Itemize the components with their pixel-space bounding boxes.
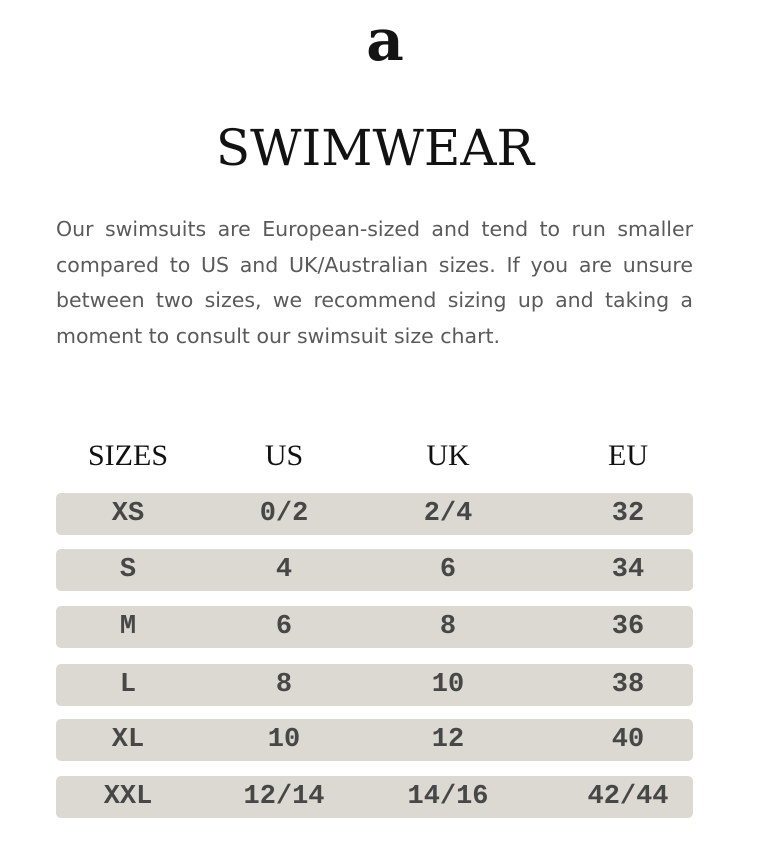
- intro-paragraph: Our swimsuits are European-sized and tend to run smaller compared to US and UK/Australian sizes. If you are unsure between two sizes, we recommend sizing up and taking a moment to consult our swimsuit size chart.: [56, 217, 693, 348]
- eu-cell: 42/44: [587, 782, 669, 812]
- uk-cell: 10: [431, 670, 465, 700]
- table-row: [56, 549, 693, 591]
- header-eu: EU: [608, 439, 648, 472]
- size-cell: XL: [111, 725, 145, 755]
- eu-cell: 40: [611, 725, 645, 755]
- eu-cell: 32: [611, 499, 645, 529]
- us-cell: 6: [275, 612, 293, 642]
- table-row: [56, 664, 693, 706]
- uk-cell: 8: [439, 612, 457, 642]
- header-uk: UK: [426, 439, 470, 472]
- header-us: US: [264, 439, 304, 472]
- size-cell: S: [119, 555, 137, 585]
- size-cell: L: [119, 670, 137, 700]
- size-chart-table: [56, 436, 693, 812]
- size-cell: M: [119, 612, 137, 642]
- size-cell: XXL: [103, 782, 153, 812]
- table-row: [56, 719, 693, 761]
- eu-cell: 36: [611, 612, 645, 642]
- uk-cell: 14/16: [407, 782, 489, 812]
- table-row: [56, 493, 693, 535]
- eu-cell: 38: [611, 670, 645, 700]
- header-sizes: SIZES: [87, 439, 169, 472]
- eu-cell: 34: [611, 555, 645, 585]
- table-row: [56, 606, 693, 648]
- uk-cell: 12: [431, 725, 465, 755]
- us-cell: 10: [267, 725, 301, 755]
- size-cell: XS: [111, 499, 145, 529]
- us-cell: 12/14: [243, 782, 325, 812]
- page-title: SWIMWEAR: [215, 119, 535, 177]
- table-header-row: [56, 436, 693, 476]
- brand-logo: a: [366, 6, 404, 74]
- uk-cell: 6: [439, 555, 457, 585]
- us-cell: 4: [275, 555, 293, 585]
- us-cell: 8: [275, 670, 293, 700]
- us-cell: 0/2: [259, 499, 309, 529]
- uk-cell: 2/4: [423, 499, 473, 529]
- table-row: [56, 776, 693, 818]
